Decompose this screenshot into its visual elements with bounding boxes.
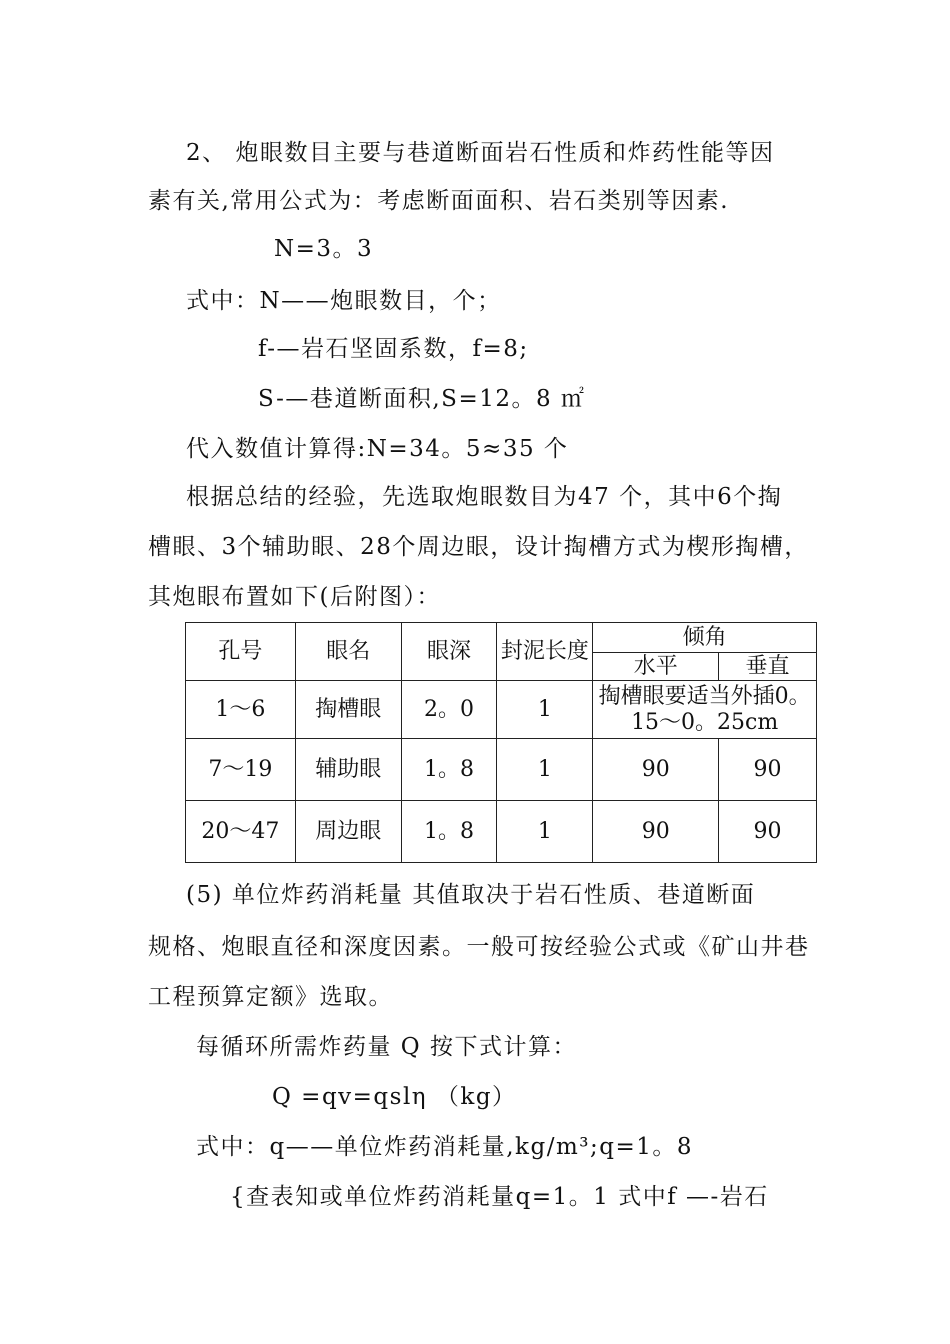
cell-depth: 1。8 bbox=[401, 739, 497, 801]
calc-n: 代入数值计算得:N=34。5≈35 个 bbox=[186, 436, 569, 462]
table-row bbox=[186, 801, 817, 863]
table-row bbox=[186, 681, 817, 739]
cell-depth: 2。0 bbox=[401, 681, 497, 739]
where-f: f-—岩石坚固系数，f=8; bbox=[258, 336, 529, 362]
blasthole-table bbox=[185, 622, 817, 863]
header-name: 眼名 bbox=[295, 623, 401, 681]
where-n: 式中：N——炮眼数目，个； bbox=[186, 288, 502, 314]
cell-hole-no: 1～6 bbox=[186, 681, 296, 739]
header-horizontal: 水平 bbox=[593, 653, 719, 681]
formula-q: Q =qv=qslη （kg） bbox=[272, 1084, 517, 1110]
paragraph-line: (5) 单位炸药消耗量 其值取决于岩石性质、巷道断面 bbox=[186, 882, 756, 908]
paragraph-line: 素有关,常用公式为：考虑断面面积、岩石类别等因素. bbox=[148, 188, 730, 214]
paragraph-line: 每循环所需炸药量 Q 按下式计算： bbox=[196, 1034, 577, 1060]
cell-stem: 1 bbox=[497, 801, 593, 863]
cell-vertical: 90 bbox=[719, 739, 817, 801]
paragraph-line: 2、 炮眼数目主要与巷道断面岩石性质和炸药性能等因 bbox=[186, 140, 775, 166]
cell-horizontal: 90 bbox=[593, 801, 719, 863]
cell-stem: 1 bbox=[497, 681, 593, 739]
header-vertical: 垂直 bbox=[719, 653, 817, 681]
cell-name: 掏槽眼 bbox=[295, 681, 401, 739]
cell-hole-no: 20～47 bbox=[186, 801, 296, 863]
paragraph-line: 工程预算定额》选取。 bbox=[148, 984, 393, 1010]
paragraph-line: 根据总结的经验，先选取炮眼数目为47 个，其中6个掏 bbox=[186, 484, 783, 510]
cell-horizontal: 90 bbox=[593, 739, 719, 801]
where-q: 式中：q——单位炸药消耗量,kg/m³;q=1。8 bbox=[196, 1134, 693, 1160]
cell-angle-note: 掏槽眼要适当外插0。15～0。25cm bbox=[593, 681, 817, 739]
where-s: S-—巷道断面积,S=12。8 ㎡ bbox=[258, 386, 586, 412]
header-depth: 眼深 bbox=[401, 623, 497, 681]
header-stem-length: 封泥长度 bbox=[497, 623, 593, 681]
paragraph-line: 规格、炮眼直径和深度因素。一般可按经验公式或《矿山井巷 bbox=[148, 934, 810, 960]
cell-stem: 1 bbox=[497, 739, 593, 801]
header-angle: 倾角 bbox=[593, 623, 817, 653]
cell-hole-no: 7～19 bbox=[186, 739, 296, 801]
header-hole-no: 孔号 bbox=[186, 623, 296, 681]
paragraph-line: 槽眼、3个辅助眼、28个周边眼，设计掏槽方式为楔形掏槽， bbox=[148, 534, 809, 560]
paragraph-line: 其炮眼布置如下(后附图）： bbox=[148, 584, 441, 610]
note-q: {查表知或单位炸药消耗量q=1。1 式中f —-岩石 bbox=[230, 1184, 769, 1210]
cell-vertical: 90 bbox=[719, 801, 817, 863]
table-row bbox=[186, 739, 817, 801]
formula-n: N=3。3 bbox=[274, 236, 374, 262]
cell-name: 辅助眼 bbox=[295, 739, 401, 801]
cell-name: 周边眼 bbox=[295, 801, 401, 863]
cell-depth: 1。8 bbox=[401, 801, 497, 863]
